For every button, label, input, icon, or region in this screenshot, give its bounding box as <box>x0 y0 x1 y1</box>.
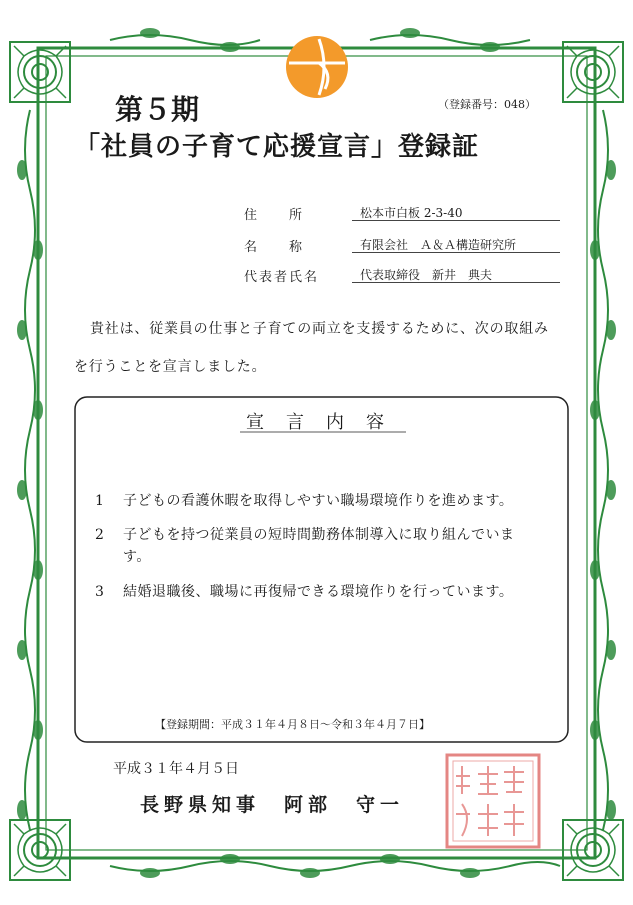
representative-label: 代表者氏名 <box>244 270 320 285</box>
certificate-title: 「社員の子育て応援宣言」登録証 <box>74 132 480 162</box>
issue-date: 平成３１年４月５日 <box>113 761 239 777</box>
declaration-item: 2 子どもを持つ従業員の短時間勤務体制導入に取り組んでいま <box>95 527 515 543</box>
address-label: 住 所 <box>244 208 305 223</box>
intro-text-line1: 貴社は、従業員の仕事と子育ての両立を支援するために、次の取組み <box>90 321 549 337</box>
name-value: 有限会社 Ａ＆Ａ構造研究所 <box>360 238 517 252</box>
registration-period: 【登録期間：平成３１年４月８日～令和３年４月７日】 <box>155 718 430 731</box>
registration-number: （登録番号：048） <box>438 98 536 111</box>
intro-text-line2: を行うことを宣言しました。 <box>74 359 267 375</box>
representative-value: 代表取締役 新井 典夫 <box>360 268 493 282</box>
address-underline <box>352 220 560 221</box>
official-seal-icon <box>444 752 542 850</box>
name-underline <box>352 252 560 253</box>
declaration-item-continued: す。 <box>123 549 151 565</box>
name-label: 名 称 <box>244 240 305 255</box>
logo-icon <box>283 33 351 101</box>
declaration-item: 1 子どもの看護休暇を取得しやすい職場環境作りを進めます。 <box>95 493 514 509</box>
declaration-title: 宣 言 内 容 <box>246 412 386 433</box>
issuer-name: 長野県知事 阿部 守一 <box>140 794 405 816</box>
term-heading: 第５期 <box>115 93 200 126</box>
representative-underline <box>352 282 560 283</box>
address-value: 松本市白板 2-3-40 <box>360 206 463 220</box>
declaration-item: 3 結婚退職後、職場に再復帰できる環境作りを行っています。 <box>95 584 514 600</box>
